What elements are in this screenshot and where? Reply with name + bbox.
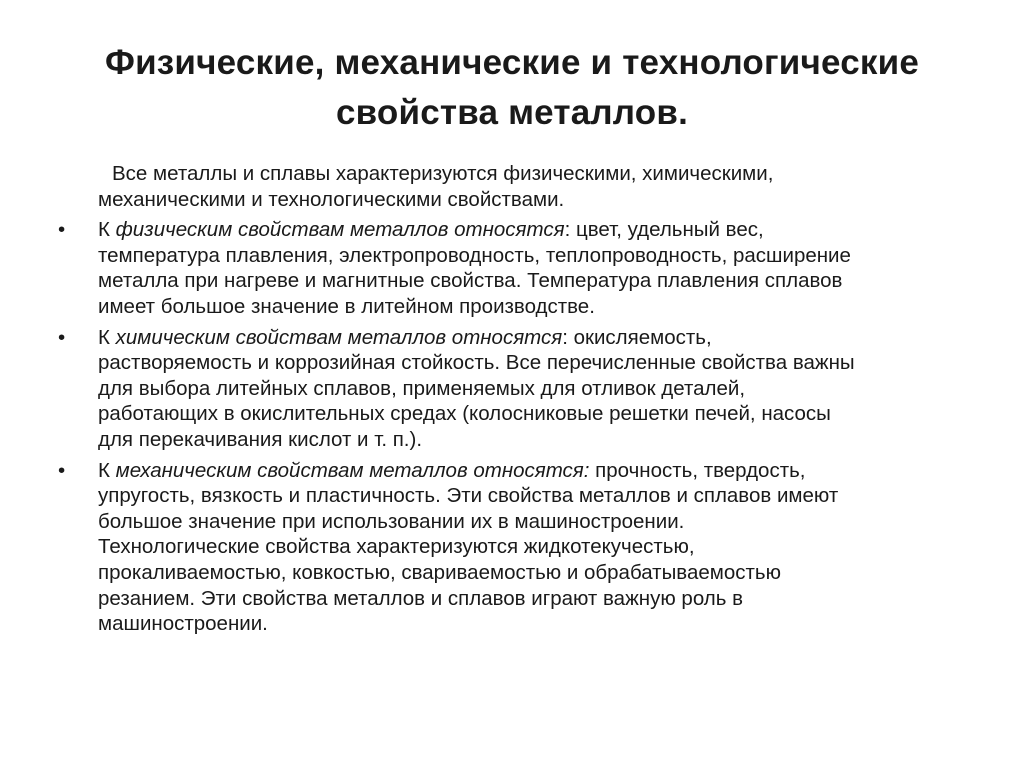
- intro-line-2: механическими и технологическими свойствами.: [98, 187, 565, 211]
- bullet-line: Технологические свойства характеризуются жидкотекучестью,: [98, 535, 695, 559]
- slide-body: [58, 161, 978, 642]
- bullet-line: металла при нагреве и магнитные свойства. Температура плавления сплавов: [98, 269, 843, 293]
- bullet-lead-italic: физическим свойствам металлов относятся: [115, 218, 565, 242]
- bullet-line: [98, 217, 978, 243]
- bullet-line: для перекачивания кислот и т. п.).: [98, 427, 423, 451]
- bullet-dot: •: [58, 218, 66, 242]
- bullet-line: растворяемость и коррозийная стойкость. Все перечисленные свойства важны: [98, 351, 855, 375]
- bullet-line: для выбора литейных сплавов, применяемых для отливок деталей,: [98, 376, 746, 400]
- bullet-dot: •: [58, 458, 66, 482]
- bullet-physical-properties: [58, 217, 978, 319]
- bullet-line: машиностроении.: [98, 612, 268, 636]
- bullet-line: резанием. Эти свойства металлов и сплавов играют важную роль в: [98, 586, 743, 610]
- bullet-lead-rest: : окисляемость,: [562, 325, 712, 349]
- bullet-lead-rest: : цвет, удельный вес,: [564, 218, 764, 242]
- bullet-line: работающих в окислительных средах (колосниковые решетки печей, насосы: [98, 402, 831, 426]
- bullet-mechanical-properties: [58, 458, 978, 637]
- slide-title: [60, 38, 964, 138]
- bullet-line: температура плавления, электропроводность, теплопроводность, расширение: [98, 243, 851, 267]
- bullet-line: большое значение при использовании их в машиностроении.: [98, 509, 685, 533]
- bullet-line: [98, 325, 978, 351]
- bullet-lead-italic: механическим свойствам металлов относятся:: [115, 458, 590, 482]
- bullet-lead-prefix: К: [98, 458, 116, 482]
- bullet-line: [98, 458, 978, 484]
- bullet-lead-prefix: К: [98, 325, 116, 349]
- slide-title-line-1: Физические, механические и технологические: [105, 43, 919, 82]
- bullet-lead-rest: прочность, твердость,: [589, 458, 806, 482]
- bullet-lead-italic: химическим свойствам металлов относятся: [115, 325, 563, 349]
- intro-line-1: Все металлы и сплавы характеризуются физическими, химическими,: [112, 162, 774, 185]
- bullet-lead-prefix: К: [98, 218, 116, 242]
- bullet-dot: •: [58, 325, 66, 349]
- bullet-line: упругость, вязкость и пластичность. Эти свойства металлов и сплавов имеют: [98, 484, 839, 508]
- bullet-chemical-properties: [58, 325, 978, 453]
- intro-paragraph: [58, 161, 978, 212]
- slide-title-line-2: свойства металлов.: [336, 93, 688, 132]
- bullet-line: прокаливаемостью, ковкостью, свариваемостью и обрабатываемостью: [98, 560, 781, 584]
- bullet-line: имеет большое значение в литейном производстве.: [98, 294, 595, 318]
